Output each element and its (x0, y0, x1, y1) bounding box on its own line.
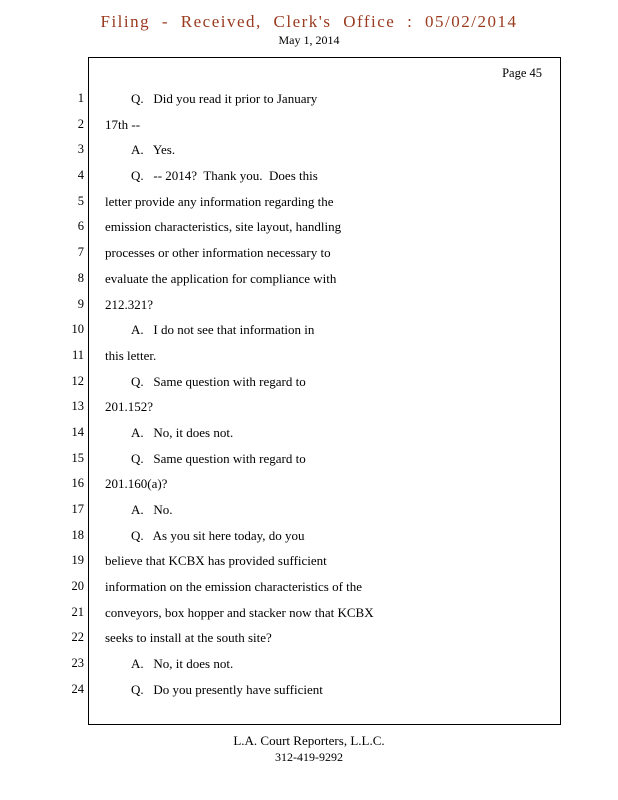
line-number: 14 (71, 424, 84, 439)
line-number: 9 (77, 296, 84, 311)
line-text: A. No, it does not. (131, 424, 234, 440)
line-text: emission characteristics, site layout, handling (105, 219, 342, 235)
line-text: 201.160(a)? (105, 476, 168, 492)
transcript-line (56, 348, 536, 374)
footer-phone: 312-419-9292 (275, 750, 343, 764)
line-text: A. I do not see that information in (131, 322, 315, 338)
line-number: 22 (71, 630, 84, 645)
line-number: 15 (71, 450, 84, 465)
line-number: 10 (71, 322, 84, 337)
line-number: 7 (77, 245, 84, 260)
line-number: 3 (77, 142, 84, 157)
line-number: 13 (71, 399, 84, 414)
line-text: Q. Did you read it prior to January (131, 91, 318, 106)
transcript-line (56, 682, 536, 708)
line-number: 8 (77, 270, 84, 285)
filing-stamp: Filing - Received, Clerk's Office : 05/02/2014 (100, 12, 518, 31)
transcript-line (56, 451, 536, 477)
line-text: Q. Same question with regard to (131, 373, 306, 389)
line-number: 19 (71, 553, 84, 568)
line-text: Q. Do you presently have sufficient (131, 681, 323, 697)
transcript-line (56, 656, 536, 682)
transcript-line (56, 194, 536, 220)
transcript-line (56, 476, 536, 502)
line-number: 1 (77, 91, 84, 105)
line-text: seeks to install at the south site? (105, 630, 272, 646)
line-number: 24 (71, 681, 84, 696)
line-text: 212.321? (105, 296, 154, 312)
line-number: 17 (71, 502, 84, 516)
line-text: A. No. (131, 502, 173, 517)
line-number: 18 (71, 527, 84, 542)
line-text: believe that KCBX has provided sufficient (105, 553, 327, 569)
page-number: Page 45 (502, 66, 542, 80)
transcript-line (56, 553, 536, 579)
line-text: this letter. (105, 347, 157, 363)
transcript-line (56, 579, 536, 605)
line-text: information on the emission characteristics of the (105, 579, 363, 595)
transcript-line (56, 630, 536, 656)
line-text: Q. As you sit here today, do you (131, 527, 305, 543)
transcript-line (56, 245, 536, 271)
line-number: 12 (71, 373, 84, 388)
line-number: 4 (77, 168, 84, 183)
footer-company: L.A. Court Reporters, L.L.C. (233, 733, 385, 748)
line-text: Q. -- 2014? Thank you. Does this (131, 168, 318, 184)
transcript-line (56, 322, 536, 348)
line-number: 20 (71, 579, 84, 594)
transcript-line (56, 528, 536, 554)
line-text: letter provide any information regarding the (105, 193, 334, 209)
transcript-lines (56, 91, 536, 708)
line-text: A. Yes. (131, 142, 176, 158)
line-number: 5 (77, 193, 84, 208)
line-text: 17th -- (105, 116, 141, 132)
line-text: conveyors, box hopper and stacker now that KCBX (105, 604, 374, 620)
line-number: 11 (71, 347, 84, 362)
line-number: 6 (77, 219, 84, 234)
transcript-line (56, 91, 536, 117)
line-text: Q. Same question with regard to (131, 450, 306, 466)
transcript-line (56, 168, 536, 194)
transcript-line (56, 425, 536, 451)
transcript-line (56, 117, 536, 143)
line-text: A. No, it does not. (131, 656, 234, 672)
transcript-line (56, 399, 536, 425)
transcript-line (56, 297, 536, 323)
line-text: processes or other information necessary to (105, 245, 331, 261)
line-number: 21 (71, 604, 84, 619)
transcript-line (56, 271, 536, 297)
header-date: May 1, 2014 (278, 33, 340, 47)
transcript-line (56, 605, 536, 631)
transcript-line (56, 219, 536, 245)
transcript-line (56, 502, 536, 528)
line-text: evaluate the application for compliance with (105, 270, 337, 286)
line-number: 16 (71, 476, 84, 491)
line-number: 23 (71, 656, 84, 671)
transcript-line (56, 374, 536, 400)
line-text: 201.152? (105, 399, 154, 415)
transcript-line (56, 142, 536, 168)
line-number: 2 (77, 116, 84, 131)
